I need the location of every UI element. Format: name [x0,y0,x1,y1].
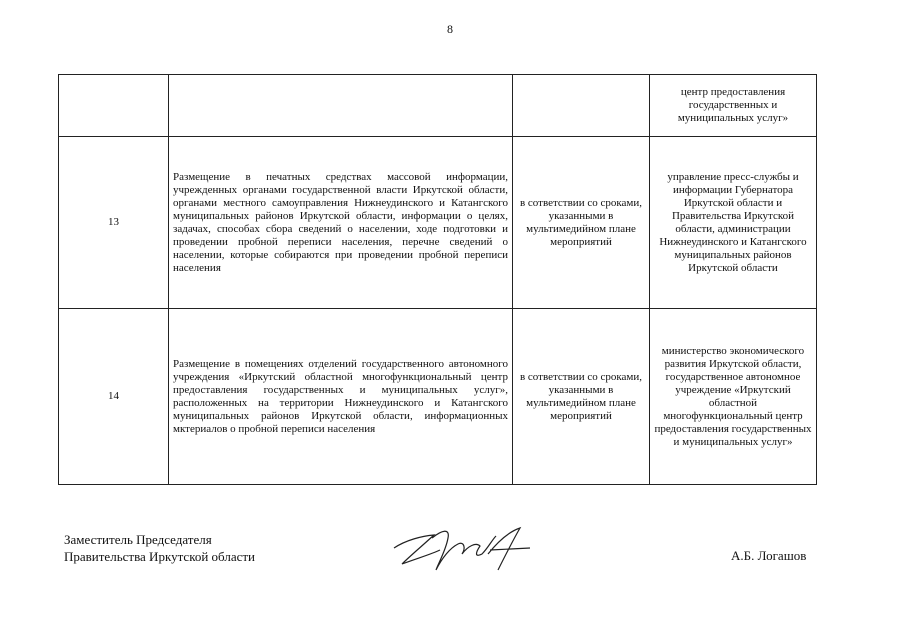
events-table [58,74,817,485]
row-number-cell: 14 [59,309,169,485]
responsible-cell: управление пресс-службы и информации Губернатора Иркутской области и Правительства Иркутской области, администрации Нижнеудинского и Катангского муниципальных районов Иркутской области [650,137,817,309]
signer-position-line: Заместитель Председателя [64,532,212,547]
signer-name: А.Б. Логашов [731,548,807,563]
table-row [59,137,817,309]
responsible-cell: министерство экономического развития Иркутской области, государственное автономное учреждение «Иркутский областной многофункциональный центр предоставления государственных и муниципальных услуг» [650,309,817,485]
event-description-cell [169,75,513,137]
term-cell: в сответствии со сроками, указанными в мультимедийном плане мероприятий [513,309,650,485]
handwritten-signature [392,524,542,574]
row-number-cell: 13 [59,137,169,309]
table-row [59,75,817,137]
event-description-cell: Размещение в помещениях отделений государственного автономного учреждения «Иркутский областной многофункциональный центр предоставления государственных и муниципальных услуг», расположенных на территории Нижнеудинского и Катангского муниципальных районов Иркутской области, информационных мктериалов о пробной переписи населения [169,309,513,485]
page-number: 8 [447,22,453,36]
term-cell: в сответствии со сроками, указанными в мультимедийном плане мероприятий [513,137,650,309]
term-cell [513,75,650,137]
table-row [59,309,817,485]
signer-position [64,531,255,565]
row-number-cell [59,75,169,137]
signer-position-line: Правительства Иркутской области [64,549,256,564]
event-description-cell: Размещение в печатных средствах массовой информации, учрежденных органами государственной власти Иркутской области, органами местного самоуправления Нижнеудинского и Катангского муниципальных районов Иркутской области, информации о целях, задачах, способах сбора сведений о населении, ходе подготовки и проведении пробной переписи населения, перечне сведений о населении, которые собираются при проведении пробной переписи населения [169,137,513,309]
responsible-cell: центр предоставления государственных и муниципальных услуг» [650,75,817,137]
